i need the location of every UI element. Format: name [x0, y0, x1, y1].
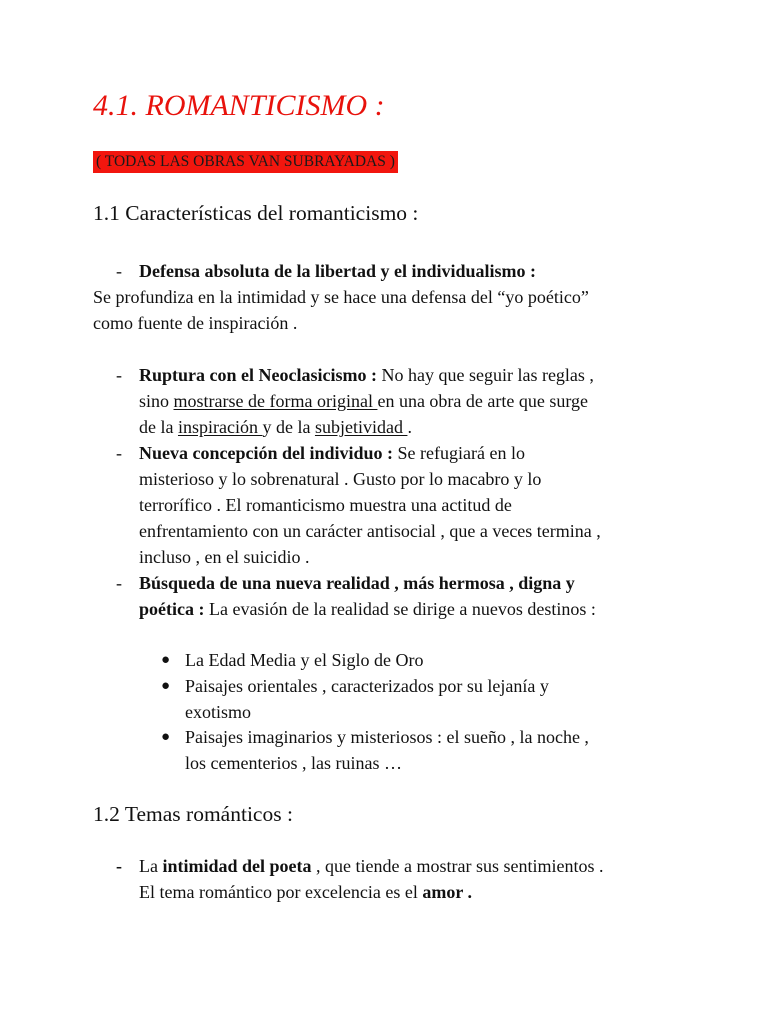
item-individuo-line: incluso , en el suicidio . — [139, 547, 310, 567]
bullet-item-continuation: exotismo — [185, 702, 251, 722]
item-individuo-line: terrorífico . El romanticismo muestra una actitud de — [139, 495, 512, 515]
item-libertad-term: Defensa absoluta de la libertad y el individualismo : — [139, 261, 537, 281]
underlined-phrase: mostrarse de forma original — [173, 391, 378, 411]
bullet-item: La Edad Media y el Siglo de Oro — [185, 650, 424, 670]
item-ruptura-line: sino mostrarse de forma original en una obra de arte que surge — [139, 391, 589, 411]
bullet-item: Paisajes orientales , caracterizados por su lejanía y — [185, 676, 549, 696]
item-libertad-line: Se profundiza en la intimidad y se hace una defensa del “yo poético” — [93, 287, 589, 307]
item-libertad-line: como fuente de inspiración . — [93, 313, 298, 333]
list-dash: - — [116, 365, 122, 385]
item-ruptura-line: de la inspiración y de la subjetividad . — [139, 417, 412, 437]
list-dash: - — [116, 573, 122, 593]
main-title: 4.1. ROMANTICISMO : — [93, 89, 385, 122]
item-individuo-line: misterioso y lo sobrenatural . Gusto por lo macabro y lo — [139, 469, 542, 489]
bullet-icon: ● — [161, 652, 171, 668]
section-heading-caracteristicas: 1.1 Características del romanticismo : — [93, 201, 419, 225]
list-dash: - — [116, 261, 122, 281]
item-ruptura-line: Ruptura con el Neoclasicismo : No hay que seguir las reglas , — [139, 365, 594, 385]
underlined-phrase: subjetividad — [314, 417, 408, 437]
list-dash: - — [116, 443, 122, 463]
bullet-icon: ● — [161, 729, 171, 745]
item-busqueda-line: poética : La evasión de la realidad se dirige a nuevos destinos : — [139, 599, 596, 619]
item-busqueda-line: Búsqueda de una nueva realidad , más hermosa , digna y — [139, 573, 575, 593]
item-intimidad-line: El tema romántico por excelencia es el amor . — [139, 882, 473, 902]
item-individuo-line: enfrentamiento con un carácter antisocial , que a veces termina , — [139, 521, 601, 541]
underlined-phrase: inspiración — [177, 417, 263, 437]
highlighted-note: ( TODAS LAS OBRAS VAN SUBRAYADAS ) — [93, 151, 398, 173]
section-heading-temas: 1.2 Temas románticos : — [93, 802, 293, 826]
list-dash: - — [116, 856, 122, 876]
item-individuo-line: Nueva concepción del individuo : Se refugiará en lo — [139, 443, 525, 463]
bullet-icon: ● — [161, 678, 171, 694]
item-intimidad-line: La intimidad del poeta , que tiende a mostrar sus sentimientos . — [139, 856, 604, 876]
bullet-item-continuation: los cementerios , las ruinas … — [185, 753, 402, 773]
bullet-item: Paisajes imaginarios y misteriosos : el sueño , la noche , — [185, 727, 589, 747]
